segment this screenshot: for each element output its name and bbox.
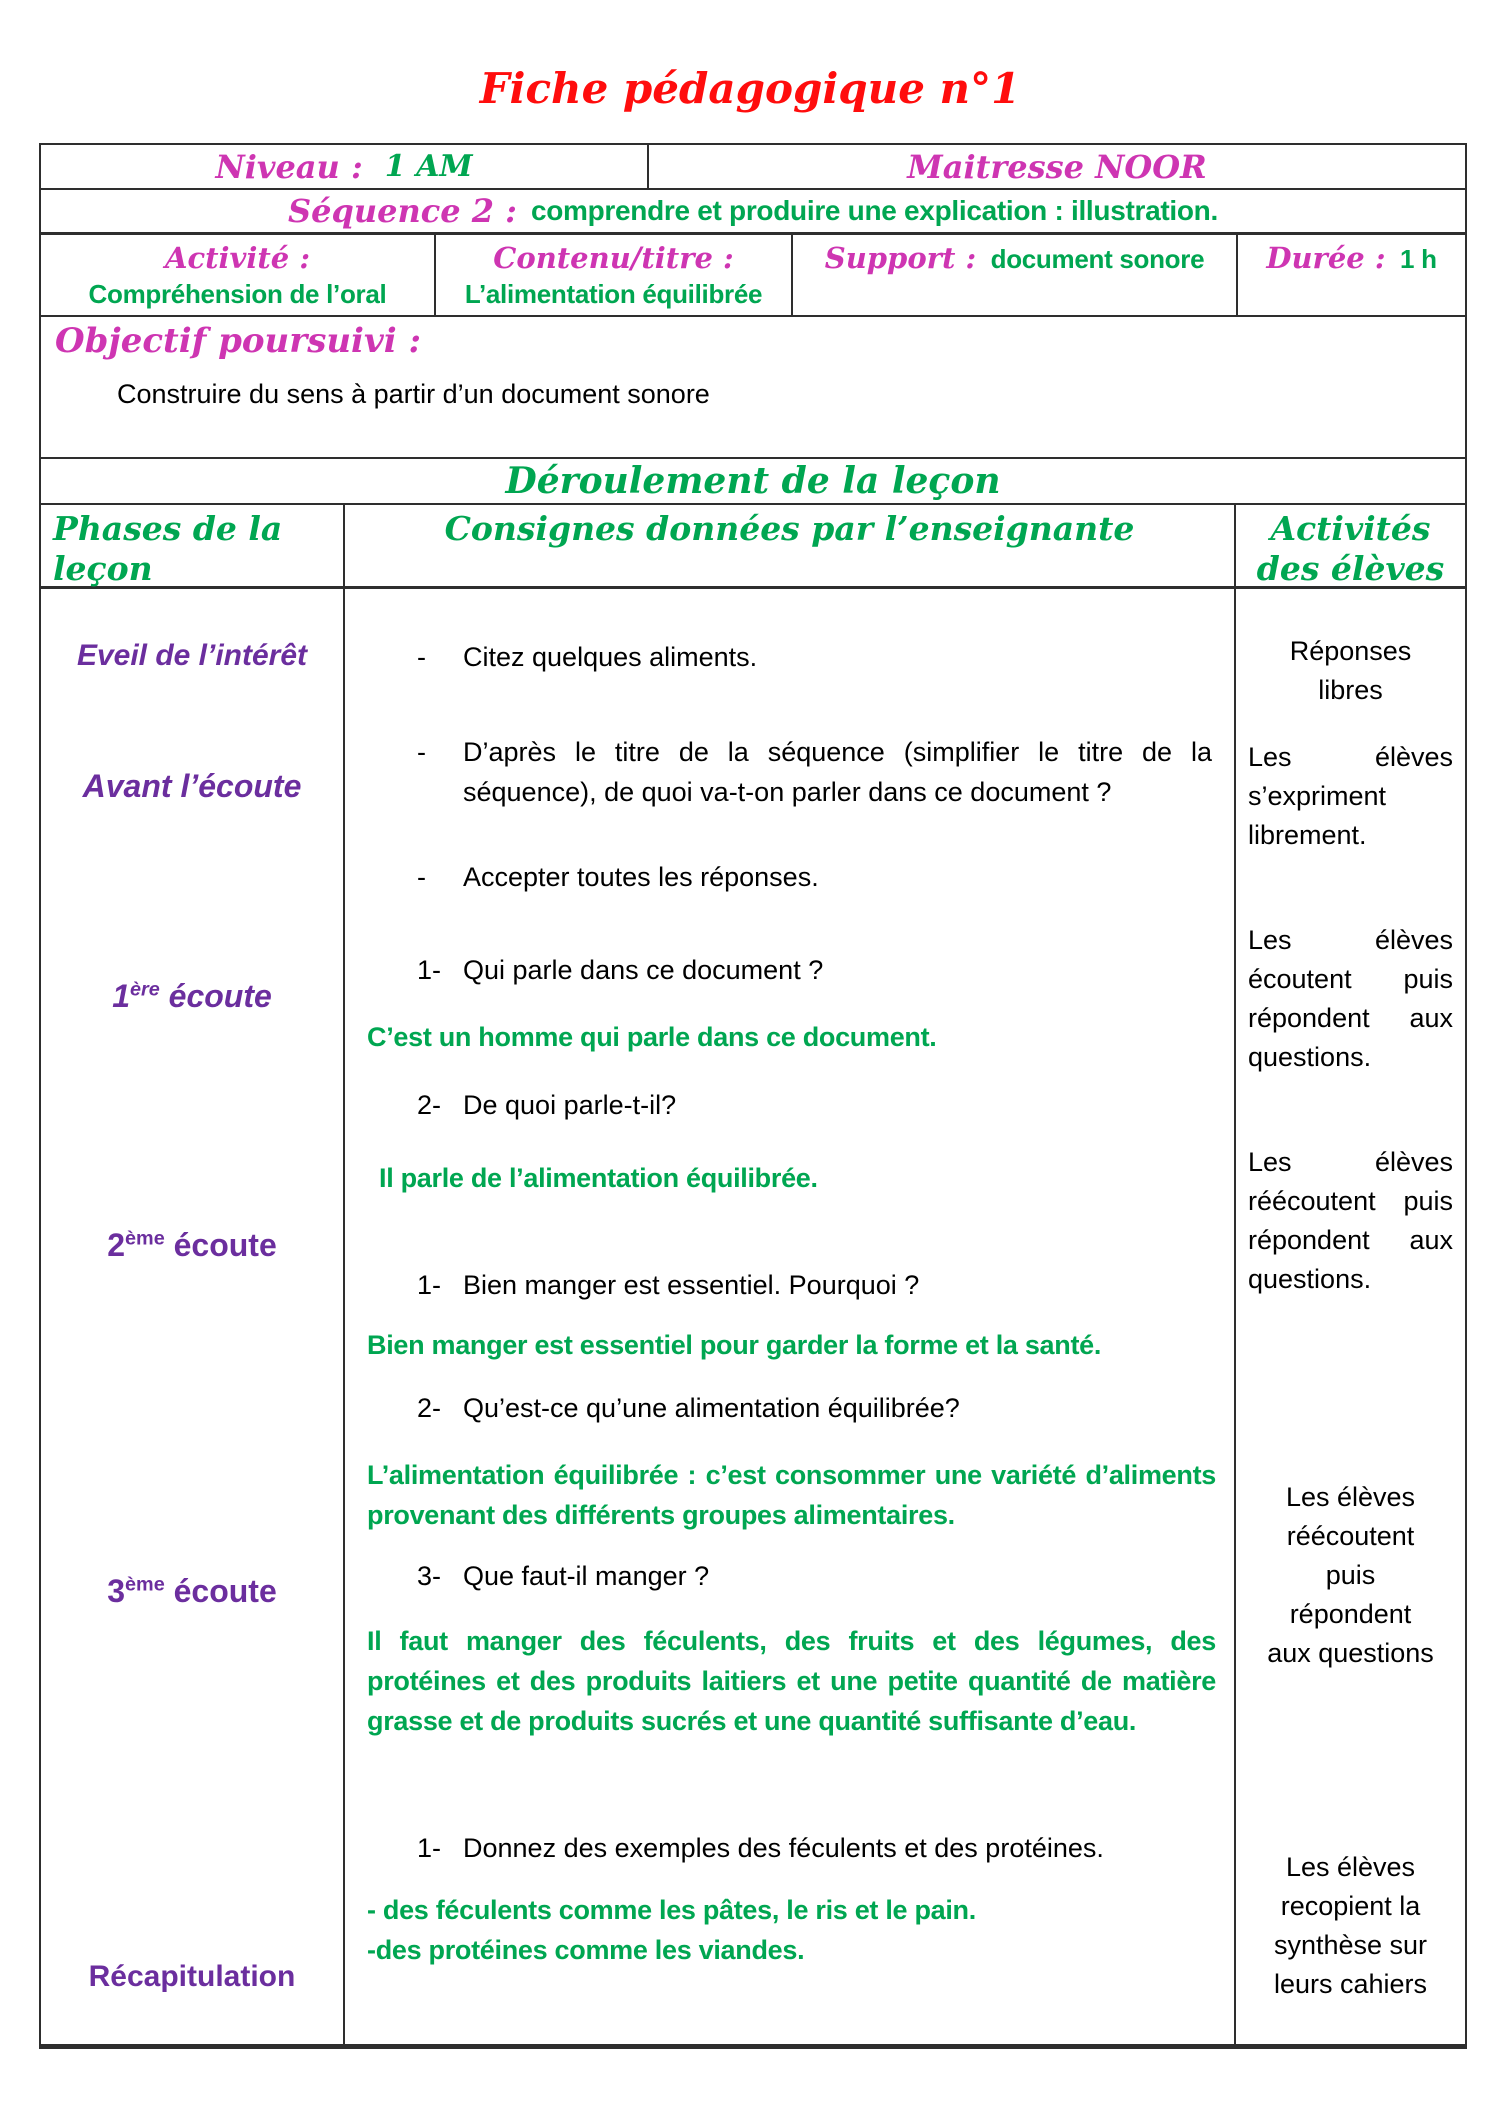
list-marker: - [417, 737, 426, 767]
phase-eveil: Eveil de l’intérêt [76, 639, 308, 672]
support-value: document sonore [990, 244, 1205, 274]
row-sequence [41, 190, 1465, 235]
list-marker: - [417, 862, 426, 892]
row-lesson-body [41, 589, 1465, 2047]
activite-label: Activité : [164, 241, 311, 275]
consigne-text: Qu’est-ce qu’une alimentation équilibrée? [463, 1393, 960, 1423]
objectif-value: Construire du sens à partir d’un document sonore [117, 379, 710, 409]
cell-sequence [41, 192, 1465, 230]
phase-num: 3 [107, 1573, 126, 1609]
contenu-value: L’alimentation équilibrée [464, 279, 763, 309]
consigne-item [417, 637, 1212, 677]
cell-niveau [41, 145, 649, 188]
phase-deuxieme-ecoute [41, 1227, 343, 1264]
contenu-label: Contenu/titre : [493, 241, 734, 275]
row-activite [41, 235, 1465, 317]
activite-text: Les élèves recopient la synthèse sur leurs cahiers [1273, 1852, 1428, 1999]
consigne-item [417, 1556, 1212, 1596]
row-deroulement [41, 459, 1465, 505]
consigne-text: D’après le titre de la séquence (simplifier le titre de la séquence), de quoi va-t-on parler dans ce document ? [463, 737, 1212, 807]
row-objectif [41, 317, 1465, 459]
page-title: Fiche pédagogique n°1 [479, 64, 1021, 113]
answer-text: Il parle de l’alimentation équilibrée. [379, 1163, 818, 1193]
activite-value: Compréhension de l’oral [88, 279, 387, 309]
activite-text: Les élèves réécoutent puis répondent aux questions [1267, 1482, 1434, 1668]
consigne-text: Qui parle dans ce document ? [463, 955, 824, 985]
cell-contenu [436, 235, 793, 315]
sequence-label: Séquence 2 : [288, 192, 517, 230]
row-column-headers [41, 505, 1465, 589]
phase-sup: ème [125, 1227, 165, 1250]
answer-text: C’est un homme qui parle dans ce document. [367, 1022, 937, 1052]
phase-avant-ecoute: Avant l’écoute [82, 768, 302, 804]
phases-column [41, 589, 345, 2044]
phase-recapitulation: Récapitulation [88, 1960, 296, 1993]
activite-note: Les élèves s’expriment librement. [1248, 742, 1453, 850]
fiche-table [39, 143, 1467, 2049]
list-marker: 1- [417, 955, 442, 985]
activite-note [1248, 632, 1453, 710]
cell-deroulement [41, 459, 1465, 503]
cell-objectif [41, 317, 1465, 457]
activite-note: Les élèves écoutent puis répondent aux questions. [1248, 925, 1453, 1072]
deroulement-title: Déroulement de la leçon [505, 460, 1001, 502]
consigne-text: Que faut-il manger ? [463, 1561, 710, 1591]
col-header-consignes: Consignes données par l’enseignante [345, 505, 1236, 586]
phase-premiere-ecoute [41, 978, 343, 1015]
consigne-item [417, 950, 1212, 990]
col-header-phases: Phases de la leçon [41, 505, 345, 586]
answer-text: Il faut manger des féculents, des fruits et des légumes, des protéines et des produits laitiers et une petite quantité de matière grasse et de produits sucrés et une quantité suffisante d’eau. [367, 1626, 1216, 1736]
duree-value: 1 h [1400, 244, 1437, 274]
phase-rest: écoute [159, 978, 272, 1014]
cell-support [793, 235, 1238, 315]
activite-text: Réponses libres [1289, 636, 1412, 705]
niveau-value: 1 AM [384, 149, 473, 184]
consigne-text: Accepter toutes les réponses. [463, 862, 819, 892]
consigne-text: Citez quelques aliments. [463, 642, 758, 672]
phase-sup: ère [129, 978, 160, 1001]
niveau-label: Niveau : [215, 147, 363, 186]
consigne-item [417, 1085, 1212, 1125]
list-marker: 1- [417, 1833, 442, 1863]
sequence-value: comprendre et produire une explication : illustration. [530, 195, 1218, 226]
answer-text: -des protéines comme les viandes. [367, 1935, 805, 1965]
consigne-item [417, 857, 1212, 897]
list-marker: 2- [417, 1090, 442, 1120]
list-marker: - [417, 642, 426, 672]
cell-activite [41, 235, 436, 315]
consigne-item [417, 732, 1212, 812]
phase-rest: écoute [164, 1227, 277, 1263]
answer-text: - des féculents comme les pâtes, le ris et le pain. [367, 1895, 976, 1925]
support-label: Support : [824, 241, 977, 275]
row-niveau [41, 145, 1465, 190]
cell-duree [1238, 235, 1465, 315]
phase-sup: ème [125, 1573, 165, 1596]
activite-note: Les élèves réécoutent puis répondent aux questions. [1248, 1147, 1453, 1294]
consignes-column [345, 589, 1236, 2044]
activite-note [1248, 1848, 1453, 2004]
activite-note [1248, 1478, 1453, 1673]
phase-rest: écoute [164, 1573, 277, 1609]
activites-column [1236, 589, 1465, 2044]
duree-label: Durée : [1266, 241, 1386, 275]
list-marker: 3- [417, 1561, 442, 1591]
cell-maitresse [649, 145, 1465, 188]
phase-num: 1 [112, 978, 130, 1014]
list-marker: 2- [417, 1393, 442, 1423]
list-marker: 1- [417, 1270, 442, 1300]
consigne-item [417, 1388, 1212, 1428]
consigne-item [417, 1828, 1212, 1868]
maitresse-name: Maitresse NOOR [907, 147, 1207, 186]
consigne-item [417, 1265, 1212, 1305]
consigne-text: Bien manger est essentiel. Pourquoi ? [463, 1270, 920, 1300]
objectif-label: Objectif poursuivi : [55, 321, 422, 361]
phase-num: 2 [107, 1227, 126, 1263]
consigne-text: Donnez des exemples des féculents et des protéines. [463, 1833, 1104, 1863]
phase-troisieme-ecoute [41, 1573, 343, 1610]
col-header-activites: Activités des élèves [1256, 509, 1445, 588]
answer-text: L’alimentation équilibrée : c’est consommer une variété d’aliments provenant des différents groupes alimentaires. [367, 1460, 1216, 1530]
answer-text: Bien manger est essentiel pour garder la forme et la santé. [367, 1330, 1102, 1360]
consigne-text: De quoi parle-t-il? [463, 1090, 677, 1120]
